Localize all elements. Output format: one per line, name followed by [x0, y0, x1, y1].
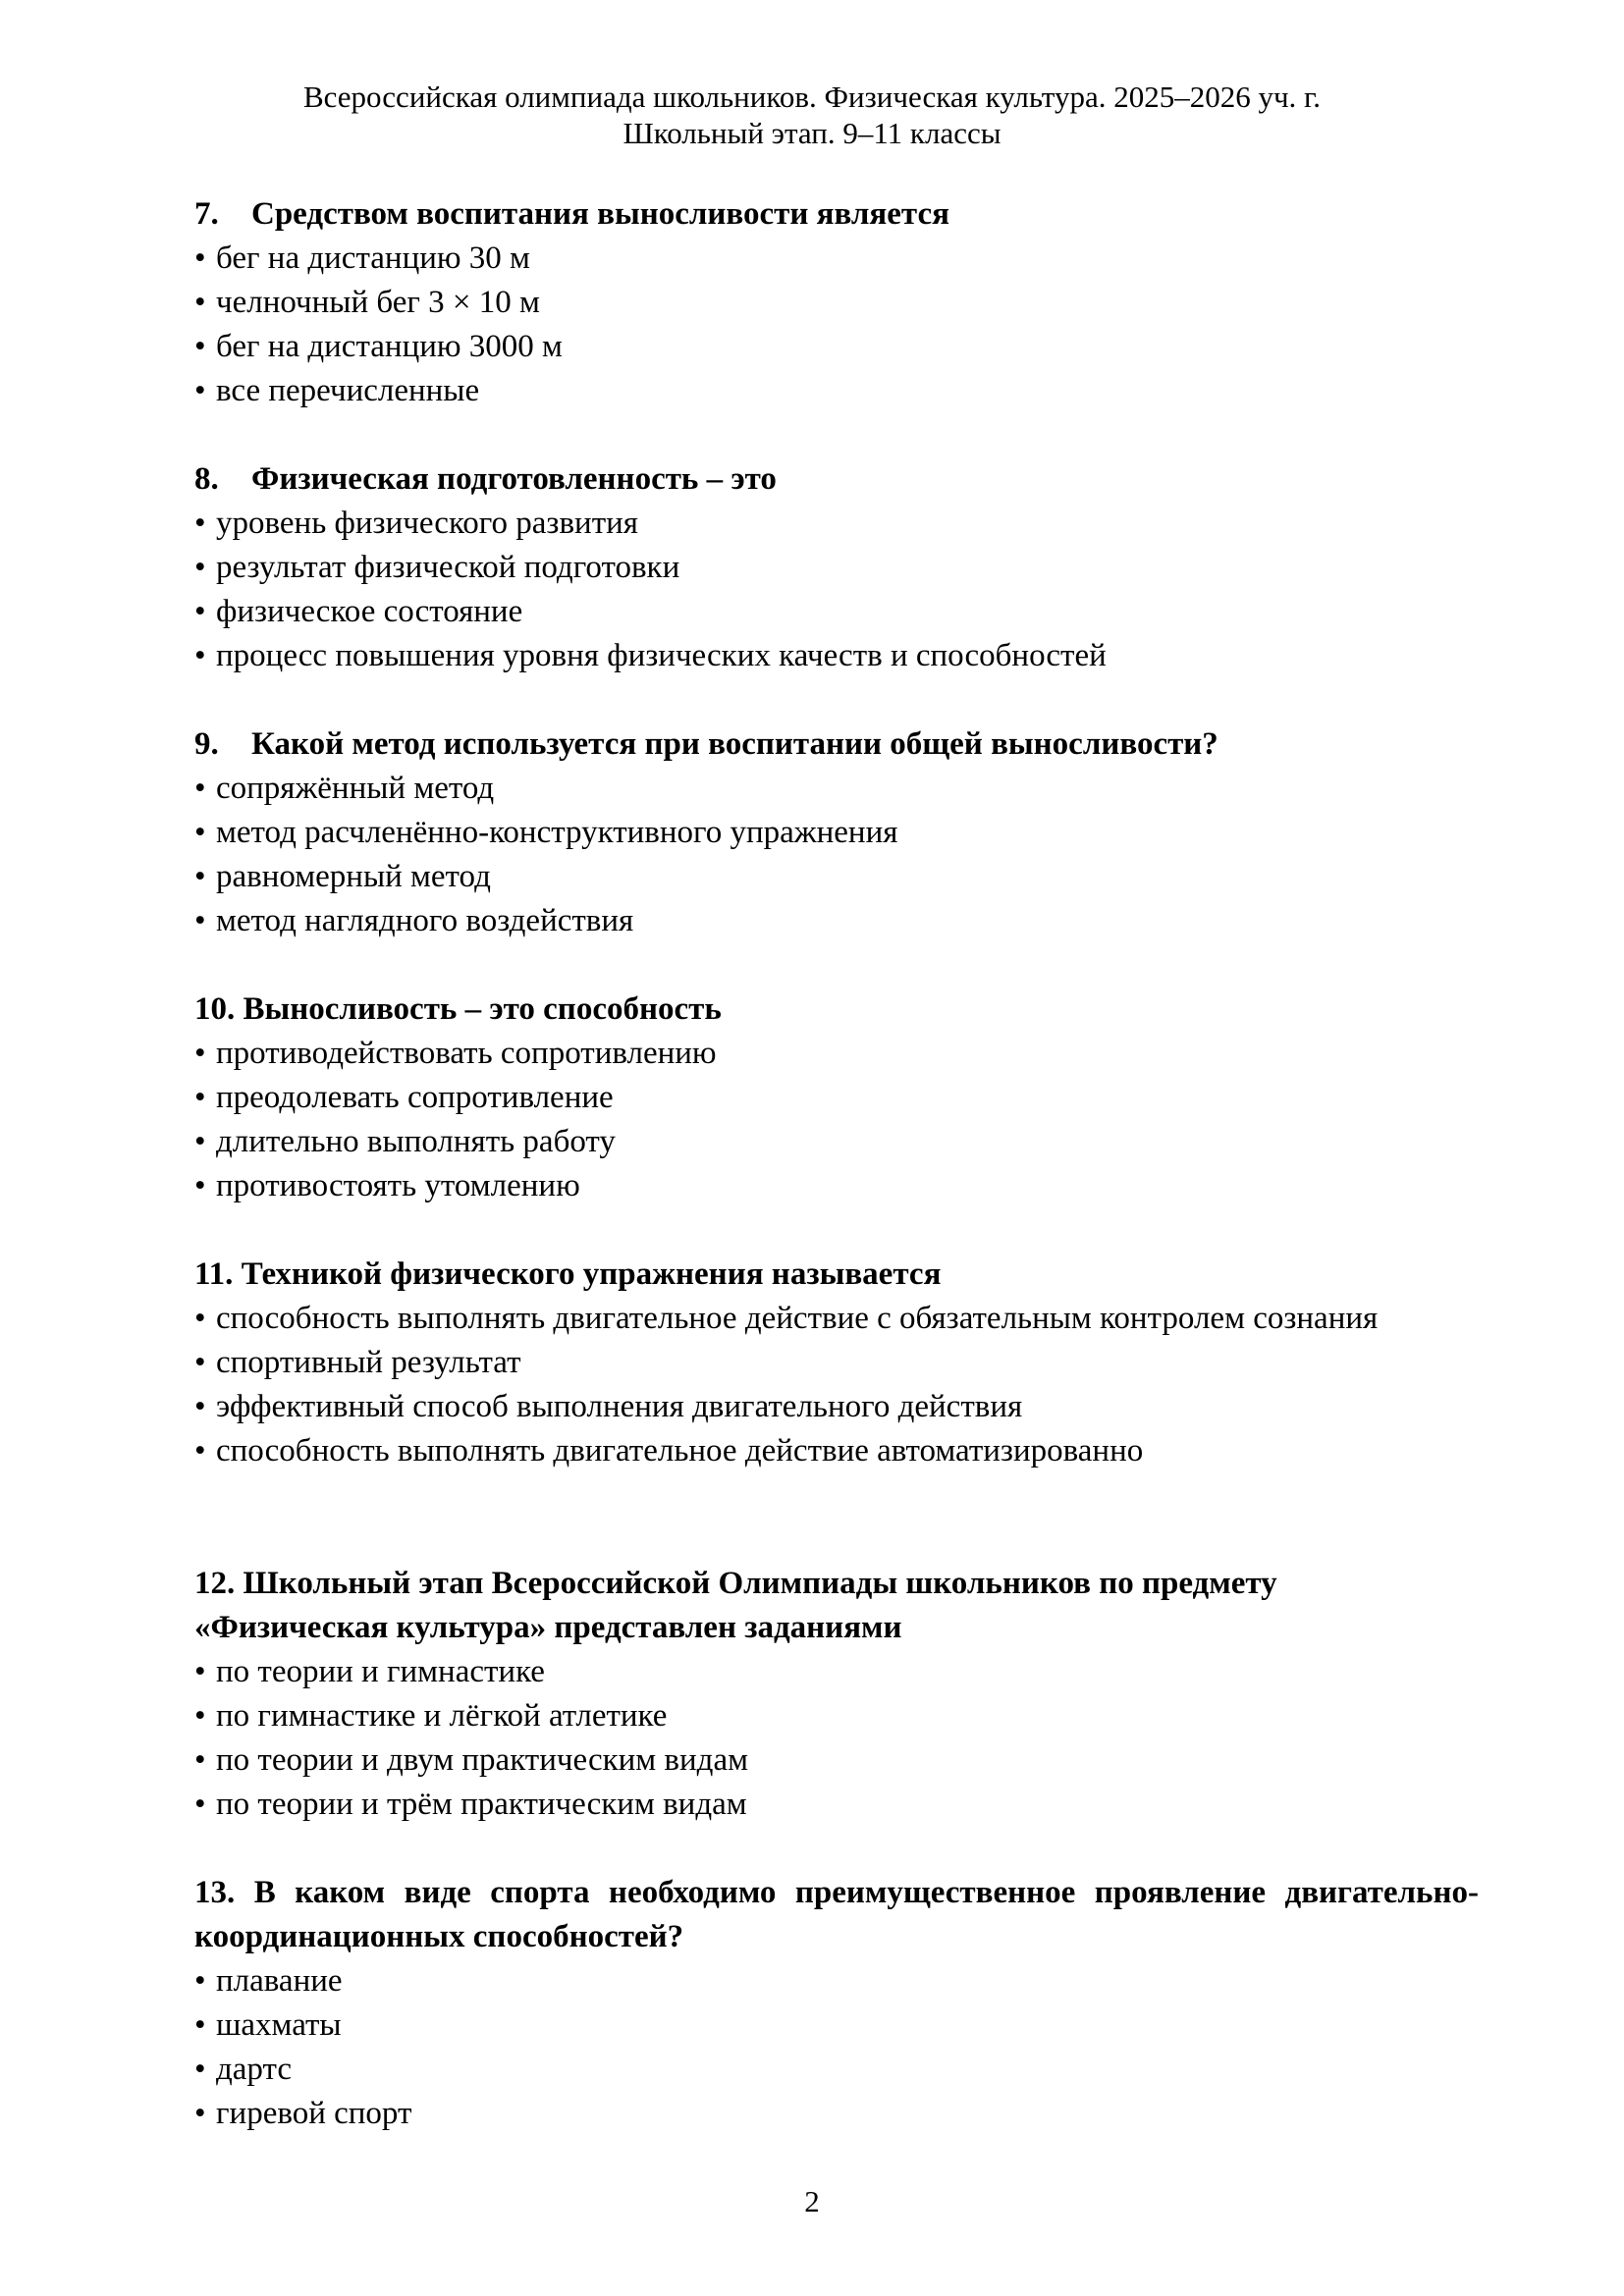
bullet-icon: • [194, 2007, 206, 2043]
question-number: 7. [194, 196, 219, 232]
question-title [194, 457, 1479, 502]
bullet-icon: • [194, 1787, 206, 1822]
option-text: бег на дистанцию 30 м [216, 240, 530, 276]
option-text: результат физической подготовки [216, 550, 680, 585]
question-text: В каком виде спорта необходимо преимущественное проявление двигательно-координационных способностей? [194, 1875, 1480, 1954]
question-number: 11. [194, 1256, 234, 1292]
option-text: сопряжённый метод [216, 771, 495, 806]
question-7 [194, 192, 1479, 413]
option-item [194, 369, 1479, 413]
bullet-icon: • [194, 1301, 206, 1336]
bullet-icon: • [194, 285, 206, 320]
option-item [194, 502, 1479, 546]
option-item [194, 767, 1479, 811]
question-8 [194, 457, 1479, 678]
option-text: по гимнастике и лёгкой атлетике [216, 1698, 668, 1734]
option-item [194, 1783, 1479, 1827]
bullet-icon: • [194, 1963, 206, 1999]
bullet-icon: • [194, 1433, 206, 1468]
document-header-subtitle: Школьный этап. 9–11 классы [623, 116, 1001, 150]
option-item [194, 590, 1479, 634]
question-number: 12. [194, 1566, 236, 1601]
bullet-icon: • [194, 1654, 206, 1689]
option-text: дартс [216, 2052, 292, 2087]
question-10 [194, 988, 1479, 1208]
question-number: 8. [194, 461, 219, 497]
question-number: 9. [194, 726, 219, 762]
option-text: по теории и гимнастике [216, 1654, 545, 1689]
option-text: шахматы [216, 2007, 342, 2043]
page-number: 2 [804, 2184, 820, 2218]
option-text: уровень физического развития [216, 506, 638, 541]
question-title [194, 1562, 1479, 1650]
options-list [194, 237, 1479, 413]
bullet-icon: • [194, 1036, 206, 1071]
option-text: противостоять утомлению [216, 1168, 580, 1203]
bullet-icon: • [194, 2096, 206, 2131]
option-item [194, 1120, 1479, 1164]
question-title [194, 988, 1479, 1032]
options-list [194, 502, 1479, 678]
option-text: гиревой спорт [216, 2096, 412, 2131]
option-text: равномерный метод [216, 859, 491, 894]
bullet-icon: • [194, 1742, 206, 1778]
bullet-icon: • [194, 1168, 206, 1203]
question-text: Школьный этап Всероссийской Олимпиады школьников по предмету «Физическая культура» представлен заданиями [194, 1566, 1277, 1645]
option-text: метод расчленённо-конструктивного упражнения [216, 815, 898, 850]
question-11 [194, 1253, 1479, 1473]
question-text: Какой метод используется при воспитании общей выносливости? [251, 726, 1218, 762]
options-list [194, 1959, 1479, 2136]
option-item [194, 1341, 1479, 1385]
bullet-icon: • [194, 771, 206, 806]
option-text: эффективный способ выполнения двигательного действия [216, 1389, 1023, 1424]
option-item [194, 1297, 1479, 1341]
option-text: длительно выполнять работу [216, 1124, 616, 1159]
option-text: бег на дистанцию 3000 м [216, 329, 563, 364]
bullet-icon: • [194, 1080, 206, 1115]
option-text: процесс повышения уровня физических качеств и способностей [216, 638, 1107, 673]
option-text: все перечисленные [216, 373, 480, 408]
option-item [194, 546, 1479, 590]
option-item [194, 2092, 1479, 2136]
question-text: Выносливость – это способность [243, 991, 722, 1027]
question-number: 10. [194, 991, 236, 1027]
question-number: 13. [194, 1875, 236, 1910]
bullet-icon: • [194, 2052, 206, 2087]
option-item [194, 1959, 1479, 2003]
option-item [194, 325, 1479, 369]
document-header-title: Всероссийская олимпиада школьников. Физическая культура. 2025–2026 уч. г. [302, 80, 1322, 114]
bullet-icon: • [194, 1389, 206, 1424]
bullet-icon: • [194, 1124, 206, 1159]
option-item [194, 1694, 1479, 1738]
option-item [194, 281, 1479, 325]
question-text: Средством воспитания выносливости является [251, 196, 950, 232]
option-item [194, 1650, 1479, 1694]
option-text: преодолевать сопротивление [216, 1080, 614, 1115]
bullet-icon: • [194, 1698, 206, 1734]
option-item [194, 1738, 1479, 1783]
option-item [194, 1429, 1479, 1473]
option-item [194, 634, 1479, 678]
question-text: Физическая подготовленность – это [251, 461, 777, 497]
option-text: противодействовать сопротивлению [216, 1036, 717, 1071]
bullet-icon: • [194, 859, 206, 894]
question-title [194, 192, 1479, 237]
option-item [194, 811, 1479, 855]
option-item [194, 1385, 1479, 1429]
bullet-icon: • [194, 329, 206, 364]
option-text: спортивный результат [216, 1345, 521, 1380]
bullet-icon: • [194, 903, 206, 938]
option-text: метод наглядного воздействия [216, 903, 634, 938]
option-item [194, 899, 1479, 943]
option-item [194, 1032, 1479, 1076]
option-item [194, 1076, 1479, 1120]
bullet-icon: • [194, 1345, 206, 1380]
option-text: физическое состояние [216, 594, 523, 629]
question-13 [194, 1871, 1479, 2136]
bullet-icon: • [194, 506, 206, 541]
option-item [194, 855, 1479, 899]
bullet-icon: • [194, 815, 206, 850]
question-title [194, 1253, 1479, 1297]
question-12 [194, 1562, 1479, 1827]
options-list [194, 1032, 1479, 1208]
bullet-icon: • [194, 594, 206, 629]
options-list [194, 767, 1479, 943]
options-list [194, 1297, 1479, 1473]
option-item [194, 2048, 1479, 2092]
option-item [194, 237, 1479, 281]
option-text: плавание [216, 1963, 343, 1999]
option-item [194, 2003, 1479, 2048]
option-item [194, 1164, 1479, 1208]
options-list [194, 1650, 1479, 1827]
option-text: по теории и трём практическим видам [216, 1787, 747, 1822]
question-text: Техникой физического упражнения называется [241, 1256, 942, 1292]
question-9 [194, 722, 1479, 943]
bullet-icon: • [194, 550, 206, 585]
option-text: челночный бег 3 × 10 м [216, 285, 540, 320]
question-title [194, 1871, 1479, 1959]
bullet-icon: • [194, 638, 206, 673]
bullet-icon: • [194, 240, 206, 276]
bullet-icon: • [194, 373, 206, 408]
option-text: по теории и двум практическим видам [216, 1742, 748, 1778]
option-text: способность выполнять двигательное действие с обязательным контролем сознания [216, 1301, 1379, 1336]
question-title [194, 722, 1479, 767]
option-text: способность выполнять двигательное действие автоматизированно [216, 1433, 1144, 1468]
